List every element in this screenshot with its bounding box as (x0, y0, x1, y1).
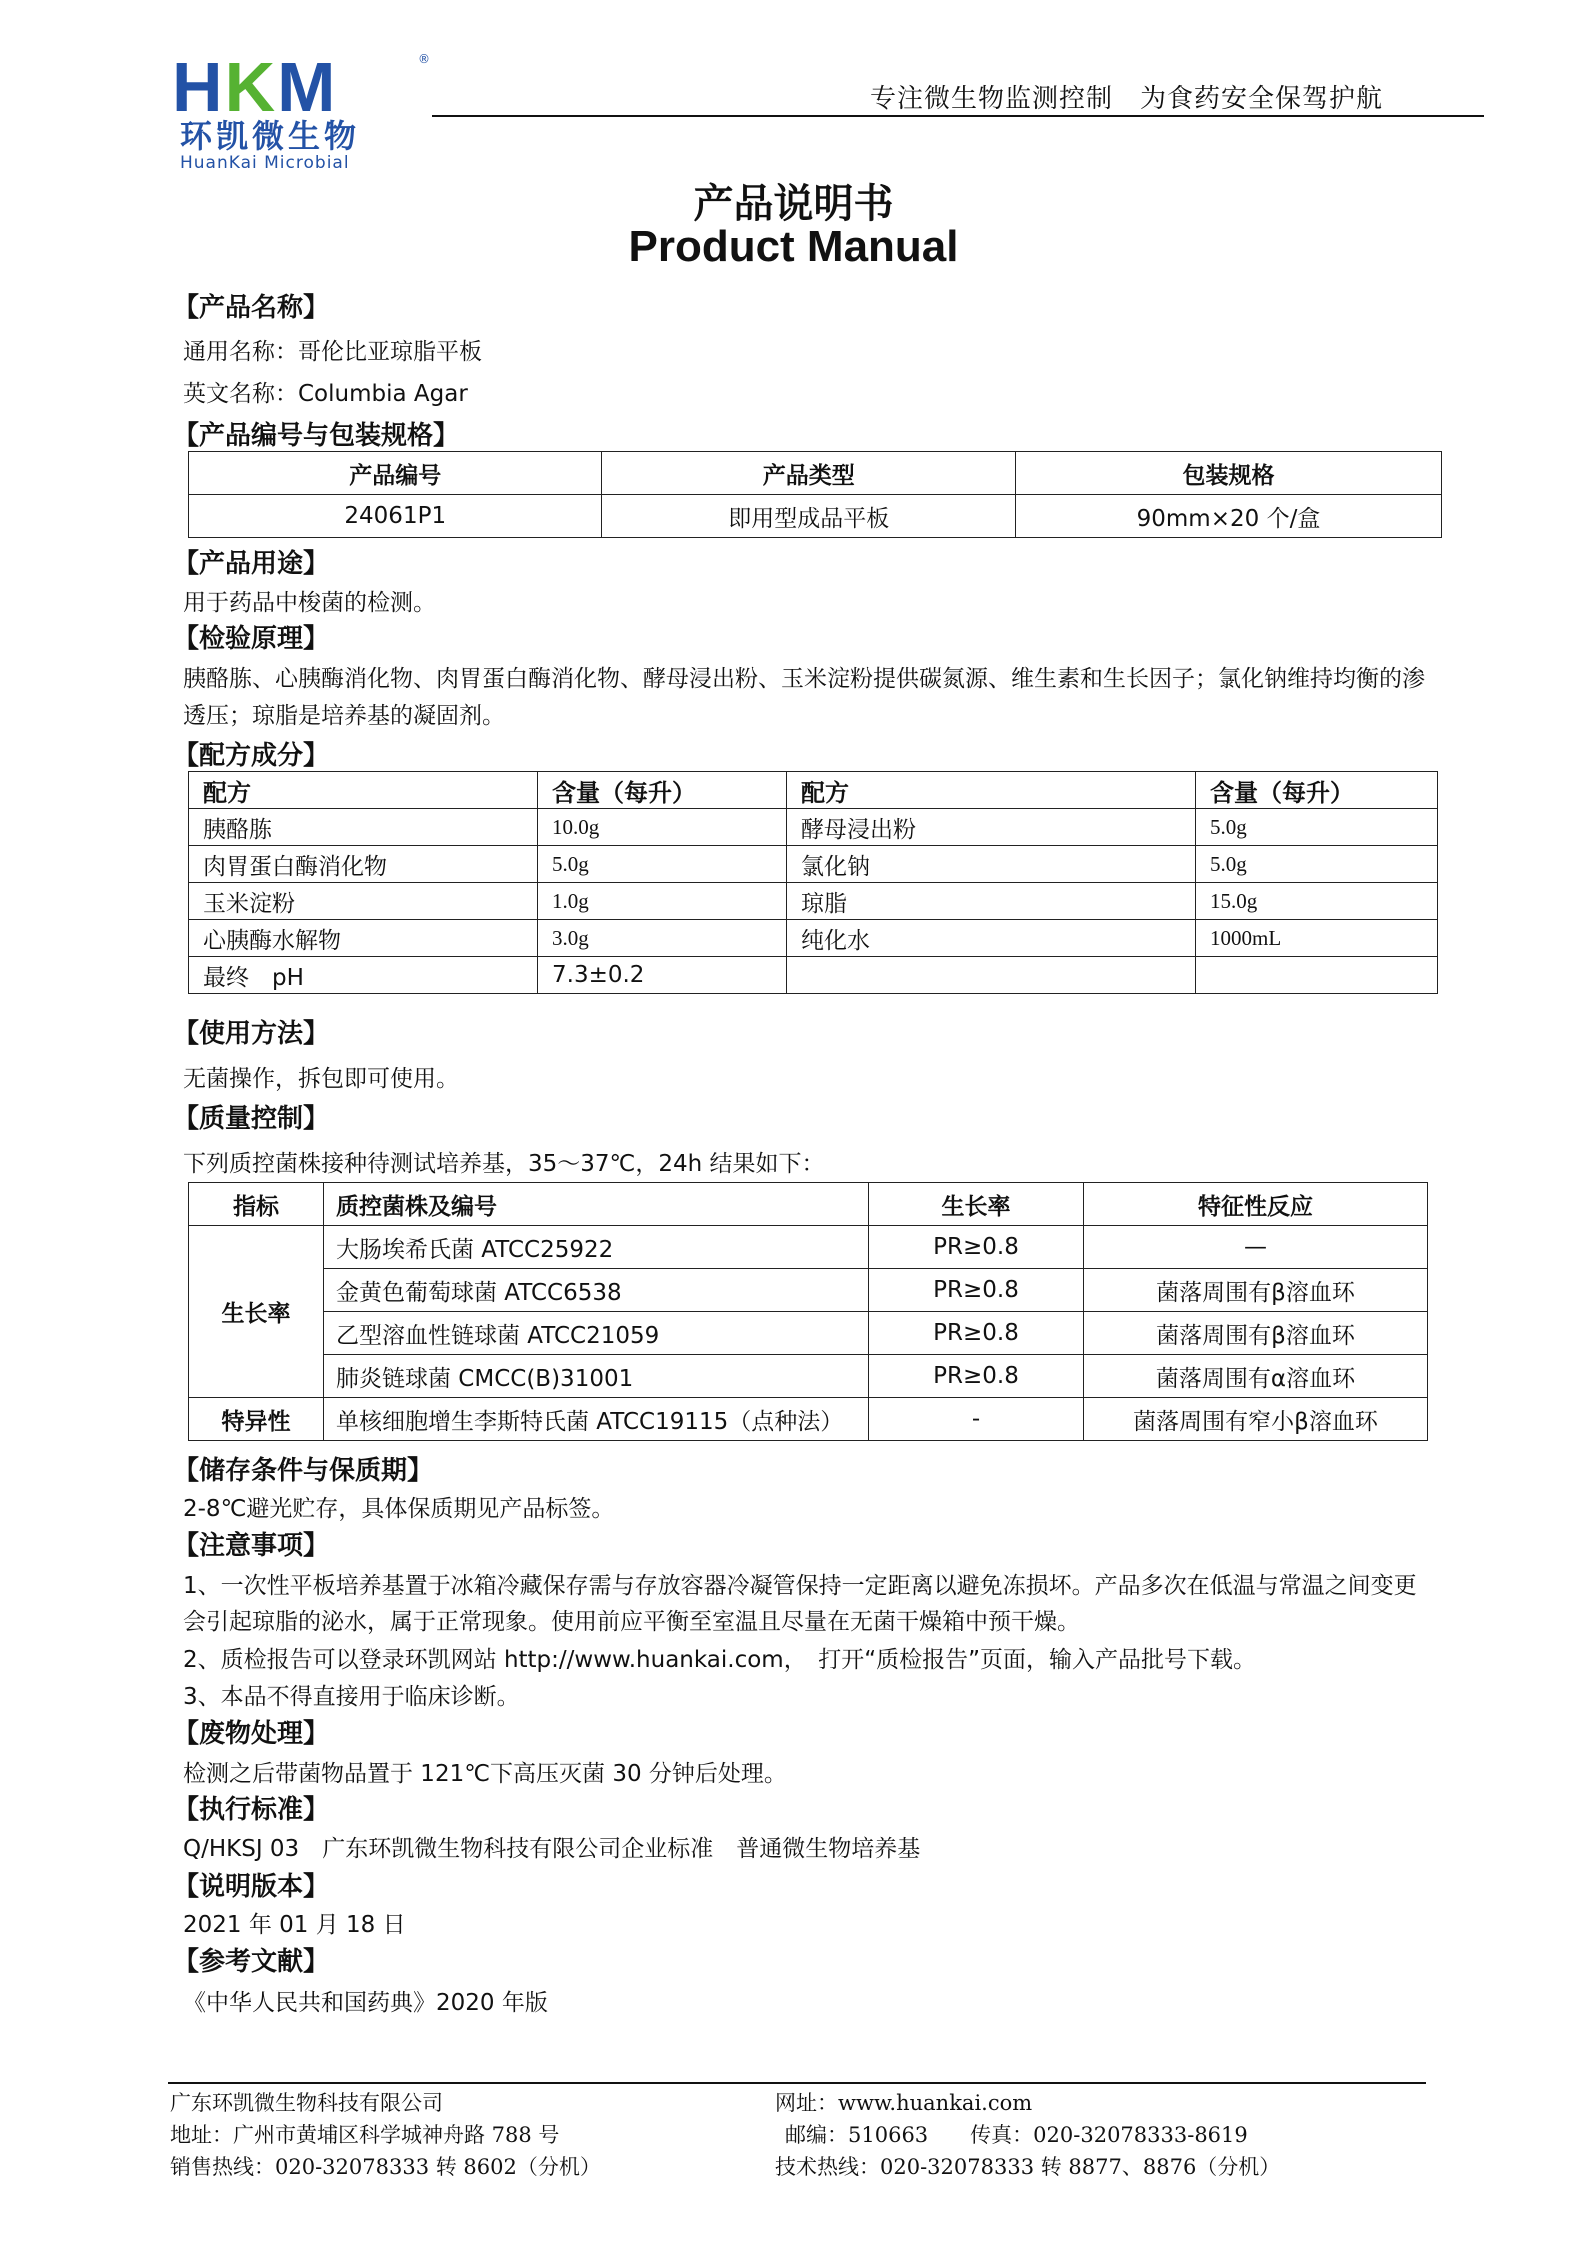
formula-amount: 1.0g (538, 883, 787, 920)
page-title-en: Product Manual (628, 222, 959, 271)
section-heading-packing: 【产品编号与包装规格】 (173, 421, 460, 451)
note-3: 3、本品不得直接用于临床诊断。 (183, 1684, 520, 1710)
storage-text: 2-8℃避光贮存，具体保质期见产品标签。 (183, 1496, 615, 1522)
formula-header-amount: 含量（每升） (538, 772, 787, 809)
formula-ingredient: 心胰酶水解物 (189, 920, 538, 957)
note-1-line1: 1、一次性平板培养基置于冰箱冷藏保存需与存放容器冷凝管保持一定距离以避免冻损坏。产品多次在低温与常温之间变更 (183, 1573, 1417, 1599)
formula-row (189, 846, 1438, 883)
registered-mark: ® (418, 52, 430, 66)
formula-ingredient: 酵母浸出粉 (787, 809, 1196, 846)
section-heading-principle: 【检验原理】 (173, 624, 330, 654)
qc-group-growth: 生长率 (189, 1226, 324, 1398)
formula-ingredient: 肉胃蛋白酶消化物 (189, 846, 538, 883)
qc-table (188, 1182, 1428, 1441)
formula-ingredient: 琼脂 (787, 883, 1196, 920)
logo-mark: HKM (172, 48, 338, 126)
qc-header-strain: 质控菌株及编号 (324, 1183, 869, 1226)
packing-table (188, 451, 1442, 538)
qc-row (189, 1312, 1428, 1355)
header-slogan: 专注微生物监测控制 为食药安全保驾护航 (870, 84, 1384, 114)
section-heading-method: 【使用方法】 (173, 1019, 330, 1049)
formula-ingredient (787, 957, 1196, 994)
formula-ingredient: 最终 pH (189, 957, 538, 994)
qc-strain: 大肠埃希氏菌 ATCC25922 (324, 1226, 869, 1269)
formula-header-amount-2: 含量（每升） (1196, 772, 1438, 809)
qc-row (189, 1398, 1428, 1441)
note-1-line2: 会引起琼脂的泌水，属于正常现象。使用前应平衡至室温且尽量在无菌干燥箱中预干燥。 (183, 1609, 1080, 1635)
english-name: 英文名称：Columbia Agar (183, 381, 468, 407)
formula-row (189, 920, 1438, 957)
formula-amount (1196, 957, 1438, 994)
header-divider (432, 115, 1484, 117)
qc-growth: PR≥0.8 (869, 1226, 1084, 1269)
qc-header-growth: 生长率 (869, 1183, 1084, 1226)
formula-header-ingredient: 配方 (189, 772, 538, 809)
footer-tech-hotline: 技术热线：020-32078333 转 8877、8876（分机） (775, 2155, 1281, 2179)
footer-sales-hotline: 销售热线：020-32078333 转 8602（分机） (170, 2155, 601, 2179)
formula-amount: 5.0g (1196, 809, 1438, 846)
formula-row (189, 809, 1438, 846)
section-heading-formula: 【配方成分】 (173, 741, 330, 771)
footer-postcode-fax: 邮编：510663 传真：020-32078333-8619 (785, 2123, 1248, 2147)
formula-amount: 3.0g (538, 920, 787, 957)
formula-amount: 5.0g (1196, 846, 1438, 883)
product-type: 即用型成品平板 (602, 495, 1015, 538)
packing-header-code: 产品编号 (189, 452, 602, 495)
qc-strain: 金黄色葡萄球菌 ATCC6538 (324, 1269, 869, 1312)
qc-reaction: 菌落周围有β溶血环 (1084, 1269, 1428, 1312)
logo-english-name: HuanKai Microbial (180, 153, 350, 173)
note-2: 2、质检报告可以登录环凯网站 http://www.huankai.com， 打开“质检报告”页面，输入产品批号下载。 (183, 1647, 1257, 1673)
formula-amount: 10.0g (538, 809, 787, 846)
usage-text: 用于药品中梭菌的检测。 (183, 590, 436, 616)
qc-header-index: 指标 (189, 1183, 324, 1226)
formula-ingredient: 胰酪胨 (189, 809, 538, 846)
packing-header-spec: 包装规格 (1015, 452, 1441, 495)
qc-strain: 单核细胞增生李斯特氏菌 ATCC19115（点种法） (324, 1398, 869, 1441)
formula-amount: 15.0g (1196, 883, 1438, 920)
standard-text: Q/HKSJ 03 广东环凯微生物科技有限公司企业标准 普通微生物培养基 (183, 1836, 921, 1862)
section-heading-storage: 【储存条件与保质期】 (173, 1456, 434, 1486)
qc-strain: 乙型溶血性链球菌 ATCC21059 (324, 1312, 869, 1355)
qc-growth: PR≥0.8 (869, 1269, 1084, 1312)
footer-divider (168, 2082, 1426, 2084)
footer-right (775, 2087, 1280, 2183)
formula-row (189, 957, 1438, 994)
product-code: 24061P1 (189, 495, 602, 538)
formula-table (188, 771, 1438, 994)
refs-text: 《中华人民共和国药典》2020 年版 (183, 1990, 548, 2016)
section-heading-waste: 【废物处理】 (173, 1719, 330, 1749)
qc-strain: 肺炎链球菌 CMCC(B)31001 (324, 1355, 869, 1398)
qc-row (189, 1355, 1428, 1398)
qc-reaction: 菌落周围有α溶血环 (1084, 1355, 1428, 1398)
formula-ingredient: 氯化钠 (787, 846, 1196, 883)
company-logo (172, 48, 432, 173)
qc-reaction: 菌落周围有窄小β溶血环 (1084, 1398, 1428, 1441)
qc-reaction: — (1084, 1226, 1428, 1269)
section-heading-name: 【产品名称】 (173, 293, 330, 323)
formula-ingredient: 纯化水 (787, 920, 1196, 957)
footer-company: 广东环凯微生物科技有限公司 (170, 2091, 443, 2115)
footer-website: 网址：www.huankai.com (775, 2091, 1033, 2115)
section-heading-version: 【说明版本】 (173, 1872, 330, 1902)
qc-row (189, 1226, 1428, 1269)
qc-reaction: 菌落周围有β溶血环 (1084, 1312, 1428, 1355)
section-heading-usage: 【产品用途】 (173, 549, 330, 579)
principle-text-line2: 透压；琼脂是培养基的凝固剂。 (183, 703, 505, 729)
formula-row (189, 883, 1438, 920)
section-heading-standard: 【执行标准】 (173, 1795, 330, 1825)
page-title-cn: 产品说明书 (693, 181, 894, 227)
package-spec: 90mm×20 个/盒 (1015, 495, 1441, 538)
method-text: 无菌操作，拆包即可使用。 (183, 1066, 459, 1092)
waste-text: 检测之后带菌物品置于 121℃下高压灭菌 30 分钟后处理。 (183, 1761, 787, 1787)
formula-ingredient: 玉米淀粉 (189, 883, 538, 920)
qc-row (189, 1269, 1428, 1312)
footer-address: 地址：广州市黄埔区科学城神舟路 788 号 (170, 2123, 560, 2147)
qc-growth: - (869, 1398, 1084, 1441)
section-heading-qc: 【质量控制】 (173, 1104, 330, 1134)
formula-amount: 7.3±0.2 (538, 957, 787, 994)
qc-growth: PR≥0.8 (869, 1312, 1084, 1355)
principle-text-line1: 胰酪胨、心胰酶消化物、肉胃蛋白酶消化物、酵母浸出粉、玉米淀粉提供碳氮源、维生素和生长因子；氯化钠维持均衡的渗 (183, 666, 1425, 692)
qc-growth: PR≥0.8 (869, 1355, 1084, 1398)
section-heading-notes: 【注意事项】 (173, 1531, 330, 1561)
qc-header-reaction: 特征性反应 (1084, 1183, 1428, 1226)
logo-chinese-name: 环凯微生物 (180, 117, 361, 155)
packing-header-type: 产品类型 (602, 452, 1015, 495)
formula-header-ingredient-2: 配方 (787, 772, 1196, 809)
version-date: 2021 年 01 月 18 日 (183, 1912, 406, 1938)
formula-amount: 5.0g (538, 846, 787, 883)
qc-intro: 下列质控菌株接种待测试培养基，35～37℃，24h 结果如下： (183, 1151, 825, 1177)
common-name: 通用名称：哥伦比亚琼脂平板 (183, 339, 482, 365)
formula-amount: 1000mL (1196, 920, 1438, 957)
qc-group-specific: 特异性 (189, 1398, 324, 1441)
section-heading-refs: 【参考文献】 (173, 1947, 330, 1977)
footer-left (170, 2087, 601, 2183)
